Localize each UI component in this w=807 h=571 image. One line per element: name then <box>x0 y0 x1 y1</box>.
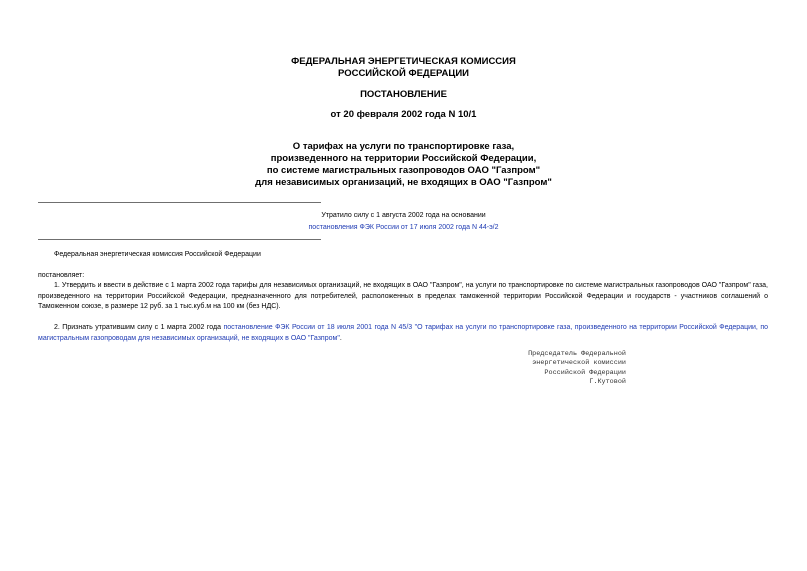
divider-bottom <box>38 239 321 240</box>
org-line-1: ФЕДЕРАЛЬНАЯ ЭНЕРГЕТИЧЕСКАЯ КОМИССИЯ <box>291 56 516 67</box>
clause-2-suffix: . <box>339 334 342 342</box>
title-line: для независимых организаций, не входящих в ОАО "Газпром" <box>255 177 552 188</box>
clause-2-prefix: 2. Признать утратившим силу с 1 марта 2002 года <box>54 324 224 331</box>
issuer-text: Федеральная энергетическая комиссия Российской Федерации <box>54 251 261 258</box>
org-heading <box>0 56 807 80</box>
divider-top <box>38 202 321 203</box>
status-line: Утратило силу с 1 августа 2002 года на основании <box>321 212 486 219</box>
doc-date-number: от 20 февраля 2002 года N 10/1 <box>330 109 477 120</box>
status-note <box>0 210 807 234</box>
signature-line: энергетической комиссии <box>532 359 626 368</box>
signature-name: Г.Кутовой <box>589 377 626 386</box>
title-line: произведенного на территории Российской Федерации, <box>270 153 537 164</box>
decrees-text: постановляет: <box>38 272 85 279</box>
title-line: по системе магистральных газопроводов ОАО "Газпром" <box>266 165 541 176</box>
clause-1: 1. Утвердить и ввести в действие с 1 марта 2002 года тарифы для независимых организаций, не входящих в ОАО "Газпром", на услуги по транспортировке по системе магистральных газопроводов ОАО "Газпром" газа, произведенного на территории Российской Федерации, предназначенного для потребителей, расположенных в пределах таможенной территории Российской Федерации и государств - участников соглашений о Таможенном союзе, в размере 12 руб. за 1 тыс.куб.м на 100 км (без НДС). <box>38 282 768 310</box>
signature-line: Российской Федерации <box>544 368 626 377</box>
signature-block <box>496 350 626 387</box>
signature-line: Председатель Федеральной <box>528 350 626 358</box>
clause-2 <box>38 323 768 344</box>
org-line-2: РОССИЙСКОЙ ФЕДЕРАЦИИ <box>337 68 469 79</box>
clause-2-link[interactable]: постановление ФЭК России от 18 июля 2001 года N 45/3 "О тарифах на услуги по транспортировке газа, произведенного на территории Российской Федерации, по магистральным газопроводам для независимых организаций, не входящих в ОАО "Газпром" <box>38 324 768 342</box>
doc-title <box>0 141 807 189</box>
title-line: О тарифах на услуги по транспортировке газа, <box>292 141 515 152</box>
status-link[interactable]: постановления ФЭК России от 17 июля 2002 года N 44-э/2 <box>308 224 499 231</box>
doc-type: ПОСТАНОВЛЕНИЕ <box>360 89 447 100</box>
